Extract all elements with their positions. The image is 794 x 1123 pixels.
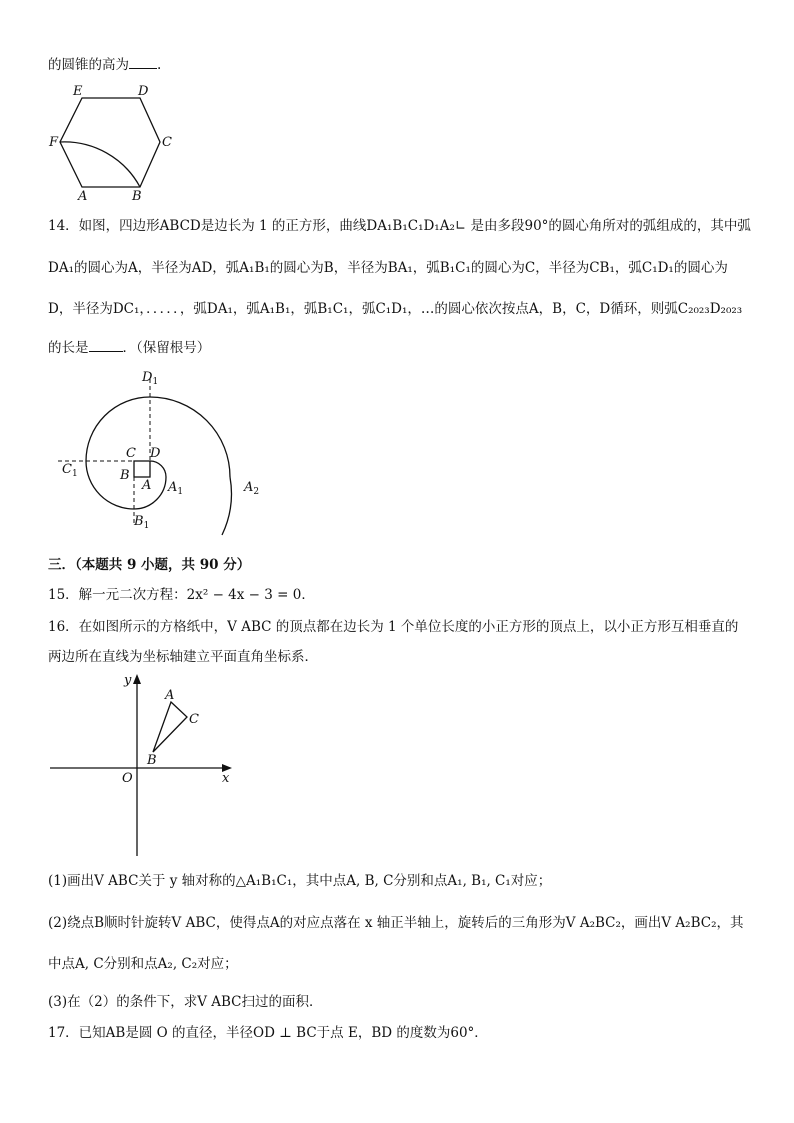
point-label-A: A [165, 688, 175, 703]
hexagon-arc [60, 142, 140, 187]
axis-label-x: x [222, 771, 230, 786]
spiral-label-D1: $D_1$ [142, 370, 159, 387]
spiral-square [134, 461, 150, 477]
point-label-B: B [147, 753, 157, 768]
hex-label-D: D [138, 84, 149, 99]
point-label-C: C [189, 712, 199, 727]
q17-text: 17．已知AB是圆 O 的直径，半径OD ⊥ BC于点 E，BD 的度数为60°． [48, 1025, 488, 1041]
q14-line-2: DA₁的圆心为A，半径为AD，弧A₁B₁的圆心为B，半径为BA₁，弧B₁C₁的圆心为C，半径为CB₁，弧C₁D₁的圆心为 [48, 260, 728, 276]
axis-label-y: y [124, 673, 132, 688]
spiral-figure [40, 365, 280, 545]
spiral-arc-C1D1 [86, 397, 150, 461]
spiral-label-D: D [150, 446, 161, 461]
hex-label-E: E [73, 84, 83, 99]
q14-line-4 [48, 338, 210, 357]
q16-line-2: 两边所在直线为坐标轴建立平面直角坐标系． [48, 649, 318, 665]
origin-label: O [122, 771, 133, 786]
hexagon-figure [40, 78, 190, 203]
q14-line4-post: ．（保留根号） [122, 340, 211, 356]
hex-label-B: B [132, 189, 142, 203]
q15-text: 15．解一元二次方程：2x² − 4x − 3 = 0． [48, 587, 315, 603]
spiral-label-A2: $A_2$ [244, 480, 260, 497]
spiral-arc-tail [222, 477, 231, 535]
section3-title: 三．（本题共 9 小题，共 90 分） [48, 557, 251, 573]
q13-text: 的圆锥的高为 [48, 57, 129, 73]
coordinate-figure [44, 670, 244, 860]
q14-line-3: D，半径为DC₁，．．．．．，弧DA₁，弧A₁B₁，弧B₁C₁，弧C₁D₁，…的圆心依次按点A，B，C，D循环，则弧C₂₀₂₃D₂₀₂₃ [48, 301, 743, 317]
q16-part-3: (3)在（2）的条件下，求V ABC扫过的面积． [48, 994, 323, 1010]
hex-label-A: A [78, 189, 88, 203]
q16-line-1: 16．在如图所示的方格纸中，V ABC 的顶点都在边长为 1 个单位长度的小正方形的顶点上，以小正方形互相垂直的 [48, 619, 739, 635]
q13-tail-line [48, 55, 161, 74]
hex-label-C: C [162, 135, 172, 150]
spiral-arc-DA1 [150, 461, 166, 477]
spiral-label-B: B [120, 468, 130, 483]
q14-line-1: 14．如图，四边形ABCD是边长为 1 的正方形，曲线DA₁B₁C₁D₁A₂∟ 是由多段90°的圆心角所对的弧组成的，其中弧 [48, 218, 751, 234]
spiral-label-A1: $A_1$ [168, 480, 184, 497]
hex-label-F: F [49, 135, 59, 150]
q13-end: . [157, 57, 162, 73]
q16-part-2b: 中点A, C分别和点A₂, C₂对应； [48, 956, 238, 972]
triangle-ABC [153, 702, 187, 752]
spiral-label-C: C [126, 446, 136, 461]
spiral-label-C1: $C_1$ [62, 462, 78, 479]
spiral-label-A: A [142, 478, 152, 493]
y-axis-arrow [133, 674, 141, 684]
q16-part-2a: (2)绕点B顺时针旋转V ABC，使得点A的对应点落在 x 轴正半轴上，旋转后的三角形为V A₂BC₂，画出V A₂BC₂，其 [48, 915, 744, 931]
q14-answer-blank[interactable] [89, 338, 123, 352]
spiral-label-B1: $B_1$ [134, 514, 150, 531]
q13-answer-blank[interactable] [129, 55, 157, 69]
q16-part-1: (1)画出V ABC关于 y 轴对称的△A₁B₁C₁，其中点A, B, C分别和点A₁, B₁, C₁对应； [48, 873, 552, 889]
q14-line4-pre: 的长是 [48, 340, 89, 356]
spiral-arc-D1A2 [150, 397, 230, 477]
